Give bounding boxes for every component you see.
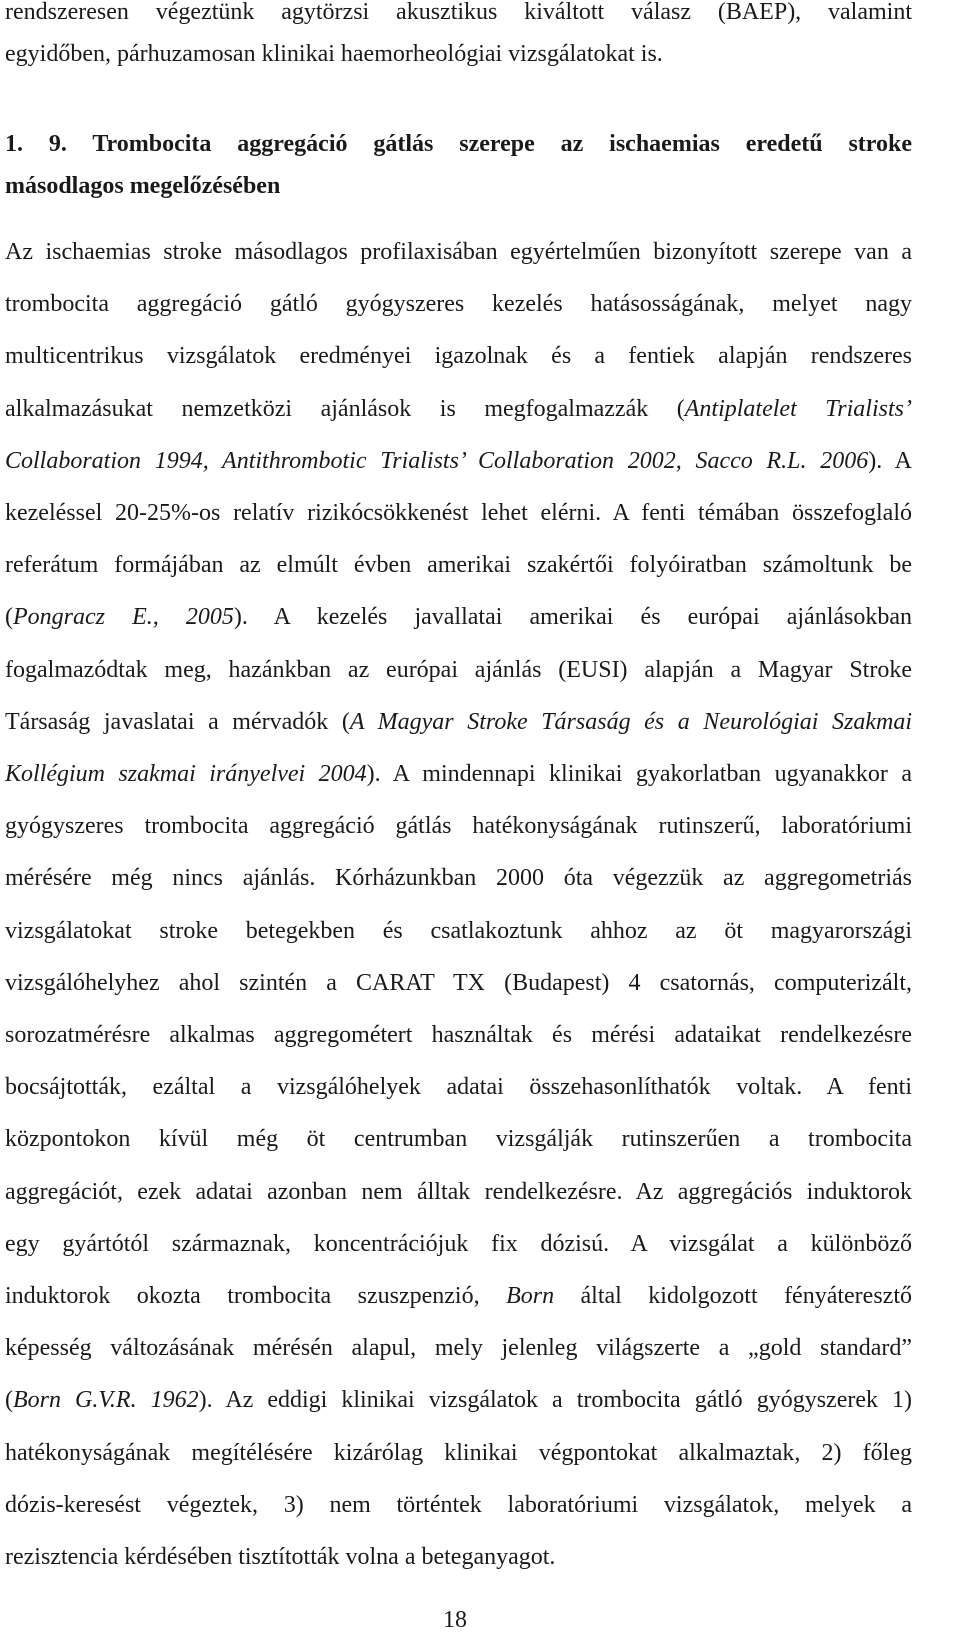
- body-text: hatékonyságának megítélésére kizárólag klinikai végpontokat alkalmaztak, 2) főleg: [5, 1440, 912, 1466]
- body-line-10: [5, 708, 912, 736]
- body-line-18: [5, 1125, 912, 1153]
- citation-text: Pongracz E., 2005: [13, 604, 234, 630]
- body-line-2: [5, 290, 912, 318]
- body-text: egy gyártótól származnak, koncentrációjuk fix dózisú. A vizsgálat a különböző: [5, 1231, 912, 1257]
- body-line-9: [5, 656, 912, 684]
- body-line-15: [5, 969, 912, 997]
- body-text: (: [5, 1387, 13, 1413]
- body-line-25: [5, 1491, 912, 1519]
- body-line-5: [5, 447, 912, 475]
- citation-text: Collaboration 1994, Antithrombotic Trialists’ Collaboration 2002, Sacco R.L. 2006: [5, 448, 869, 474]
- body-text: induktorok okozta trombocita szuszpenzió,: [5, 1283, 507, 1309]
- body-text: dózis-keresést végeztek, 3) nem történtek laboratóriumi vizsgálatok, melyek a: [5, 1492, 912, 1518]
- body-line-17: [5, 1073, 912, 1101]
- intro-line-2: egyidőben, párhuzamosan klinikai haemorheológiai vizsgálatokat is.: [5, 41, 663, 67]
- body-line-12: [5, 812, 912, 840]
- body-line-7: [5, 551, 912, 579]
- body-line-19: [5, 1178, 912, 1206]
- body-text: vizsgálóhelyhez ahol szintén a CARAT TX (Budapest) 4 csatornás, computerizált,: [5, 970, 912, 996]
- citation-text: Born G.V.R. 1962: [13, 1387, 199, 1413]
- body-line-22: [5, 1334, 912, 1362]
- body-line-23: [5, 1386, 912, 1414]
- body-text: gyógyszeres trombocita aggregáció gátlás hatékonyságának rutinszerű, laboratóriumi: [5, 813, 912, 839]
- page-number: 18: [443, 1607, 467, 1633]
- section-heading-line-2: másodlagos megelőzésében: [5, 173, 281, 199]
- intro-line-1: rendszeresen végeztünk agytörzsi akusztikus kiváltott válasz (BAEP), valamint: [5, 0, 912, 25]
- body-text: alkalmazásukat nemzetközi ajánlások is megfogalmazzák (: [5, 396, 685, 422]
- body-text: bocsájtották, ezáltal a vizsgálóhelyek adatai összehasonlíthatók voltak. A fenti: [5, 1074, 912, 1100]
- body-text: trombocita aggregáció gátló gyógyszeres kezelés hatásosságának, melyet nagy: [5, 291, 912, 317]
- body-text: aggregációt, ezek adatai azonban nem álltak rendelkezésre. Az aggregációs induktorok: [5, 1179, 912, 1205]
- body-text: referátum formájában az elmúlt évben amerikai szakértői folyóiratban számoltunk be: [5, 552, 912, 578]
- body-text: mérésére még nincs ajánlás. Kórházunkban 2000 óta végezzük az aggregometriás: [5, 865, 912, 891]
- citation-text: Kollégium szakmai irányelvei 2004: [5, 761, 367, 787]
- body-text: vizsgálatokat stroke betegekben és csatlakoztunk ahhoz az öt magyarországi: [5, 918, 912, 944]
- body-line-24: [5, 1439, 912, 1467]
- section-heading-line-1: 1. 9. Trombocita aggregáció gátlás szerepe az ischaemias eredetű stroke: [5, 131, 912, 157]
- body-text: fogalmazódtak meg, hazánkban az európai ajánlás (EUSI) alapján a Magyar Stroke: [5, 657, 912, 683]
- body-text: központokon kívül még öt centrumban vizsgálják rutinszerűen a trombocita: [5, 1126, 912, 1152]
- body-line-20: [5, 1230, 912, 1258]
- body-text: ). A: [868, 448, 912, 474]
- body-text: Társaság javaslatai a mérvadók (: [5, 709, 350, 735]
- body-text: Az ischaemias stroke másodlagos profilaxisában egyértelműen bizonyított szerepe van a: [5, 239, 912, 265]
- body-text: rezisztencia kérdésében tisztították volna a beteganyagot.: [5, 1544, 556, 1570]
- body-line-8: [5, 603, 912, 631]
- citation-text: Antiplatelet Trialists’: [684, 396, 912, 422]
- body-text: ). A mindennapi klinikai gyakorlatban ugyanakkor a: [366, 761, 912, 787]
- body-text: sorozatmérésre alkalmas aggregométert használtak és mérési adataikat rendelkezésre: [5, 1022, 912, 1048]
- citation-text: A Magyar Stroke Társaság és a Neurológiai Szakmai: [349, 709, 912, 735]
- body-line-11: [5, 760, 912, 788]
- body-line-14: [5, 917, 912, 945]
- body-text: által kidolgozott fényáteresztő: [554, 1283, 912, 1309]
- body-text: ). Az eddigi klinikai vizsgálatok a trombocita gátló gyógyszerek 1): [198, 1387, 913, 1413]
- body-text: kezeléssel 20-25%-os relatív rizikócsökkenést lehet elérni. A fenti témában összefoglaló: [5, 500, 912, 526]
- body-line-6: [5, 499, 912, 527]
- citation-text: Born: [506, 1283, 555, 1309]
- body-line-1: [5, 238, 912, 266]
- body-line-16: [5, 1021, 912, 1049]
- body-text: ). A kezelés javallatai amerikai és európai ajánlásokban: [233, 604, 913, 630]
- body-line-21: [5, 1282, 912, 1310]
- body-text: (: [5, 604, 13, 630]
- body-text: multicentrikus vizsgálatok eredményei igazolnak és a fentiek alapján rendszeres: [5, 343, 912, 369]
- body-line-3: [5, 342, 912, 370]
- body-line-13: [5, 864, 912, 892]
- body-line-4: [5, 395, 912, 423]
- body-text: képesség változásának mérésén alapul, mely jelenleg világszerte a „gold standard”: [5, 1335, 912, 1361]
- body-line-26: [5, 1543, 912, 1571]
